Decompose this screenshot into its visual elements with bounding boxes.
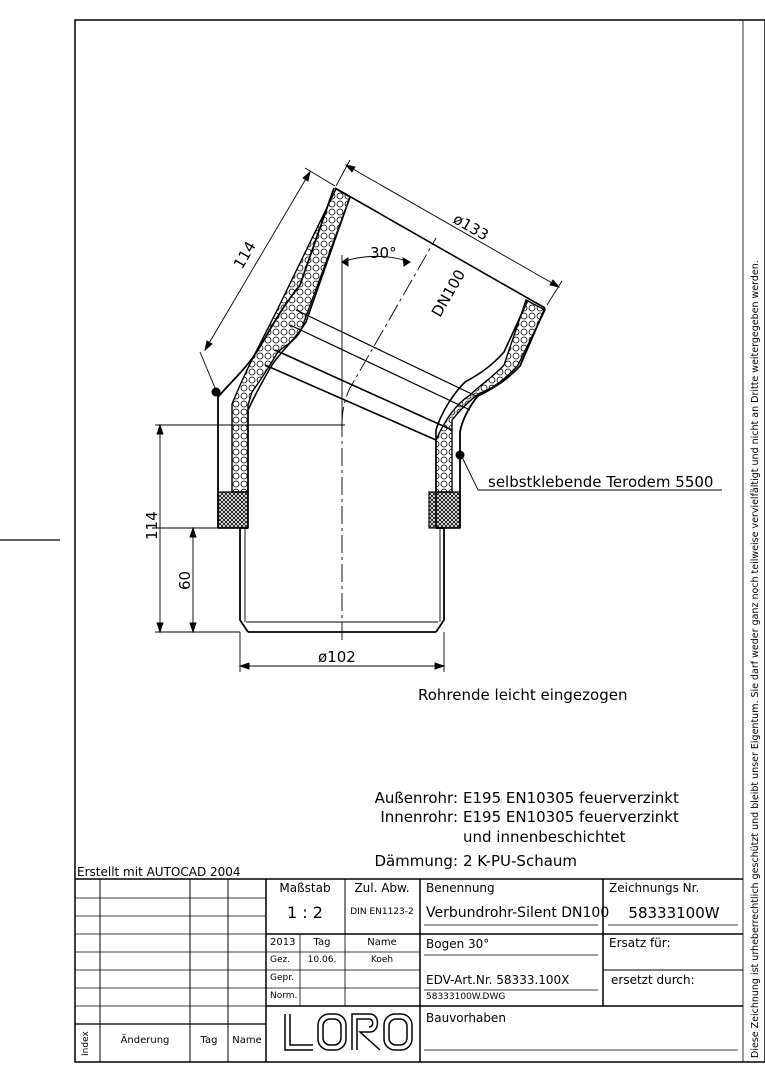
seal-left bbox=[218, 492, 248, 528]
spec-outer-value: E195 EN10305 feuerverzinkt bbox=[463, 789, 679, 807]
scale-label: Maßstab bbox=[279, 881, 331, 895]
center-lines bbox=[342, 238, 436, 640]
drawn-date: 10.06. bbox=[307, 955, 337, 965]
note-pipe-end: Rohrende leicht eingezogen bbox=[418, 686, 628, 704]
logo-text: LORO bbox=[0, 0, 3, 1]
article-number: EDV-Art.Nr. 58333.100X bbox=[426, 973, 570, 987]
loro-logo bbox=[285, 1014, 412, 1050]
joint-line-2 bbox=[265, 365, 436, 440]
joint-line-1 bbox=[275, 350, 452, 430]
person-label: Name bbox=[367, 937, 397, 948]
spec-inner-value2: und innenbeschichtet bbox=[463, 828, 626, 846]
drawn-name: Koeh bbox=[370, 955, 394, 965]
dim-length-left: 114 bbox=[143, 511, 161, 540]
upper-pipe-edge-1 bbox=[296, 310, 476, 396]
dim-insert: 60 bbox=[176, 570, 194, 590]
checked-label: Gepr. bbox=[270, 973, 294, 983]
spigot-left bbox=[240, 528, 248, 632]
change-label: Änderung bbox=[120, 1035, 170, 1046]
copyright-note: Diese Zeichnung ist urheberrechtlich geschützt und bleibt unser Eigentum. Sie darf weder ganz noch teilweise vervielfältigt und nicht an Dritte weitergegeben werden. bbox=[750, 260, 761, 1058]
created-with-label: Erstellt mit AUTOCAD 2004 bbox=[77, 865, 241, 879]
spec-insulation-value: 2 K-PU-Schaum bbox=[463, 852, 578, 870]
dim-length-top: 114 bbox=[229, 238, 260, 272]
dim-dn: DN100 bbox=[427, 266, 470, 320]
spec-outer-label: Außenrohr: bbox=[374, 789, 458, 807]
dim-angle: 30° bbox=[370, 244, 397, 262]
drawing-number-label: Zeichnungs Nr. bbox=[609, 881, 700, 895]
replaced-by-label: ersetzt durch: bbox=[611, 973, 695, 987]
tolerance-value: DIN EN1123-2 bbox=[350, 907, 414, 917]
replacement-for-label: Ersatz für: bbox=[609, 936, 671, 950]
spec-inner-label: Innenrohr: bbox=[380, 808, 458, 826]
label-tape: selbstklebende Terodem 5500 bbox=[488, 473, 714, 491]
spec-inner-value: E195 EN10305 feuerverzinkt bbox=[463, 808, 679, 826]
outer-wall-right bbox=[460, 308, 545, 528]
name-value-2: Bogen 30° bbox=[426, 937, 490, 951]
project-label: Bauvorhaben bbox=[426, 1011, 506, 1025]
drawn-label: Gez. bbox=[270, 955, 291, 965]
dim-diameter-bottom: ø102 bbox=[318, 648, 356, 666]
change-day-label: Tag bbox=[200, 1035, 218, 1046]
year: 2013 bbox=[270, 937, 296, 948]
norm-label: Norm. bbox=[270, 991, 298, 1001]
spec-insulation-label: Dämmung: bbox=[374, 852, 458, 870]
day-label: Tag bbox=[313, 937, 331, 948]
dim-diameter-top: ø133 bbox=[450, 209, 492, 245]
name-value: Verbundrohr-Silent DN100 bbox=[426, 905, 610, 921]
index-label: Index bbox=[81, 1031, 91, 1056]
change-name-label: Name bbox=[232, 1035, 262, 1046]
insulation-upper bbox=[229, 189, 350, 492]
seal-right bbox=[429, 492, 460, 528]
drawing-number-value: 58333100W bbox=[628, 904, 720, 922]
name-label: Benennung bbox=[426, 881, 495, 895]
tolerance-label: Zul. Abw. bbox=[354, 881, 410, 895]
file-name: 58333100W.DWG bbox=[426, 992, 506, 1002]
scale-value: 1 : 2 bbox=[287, 903, 323, 922]
